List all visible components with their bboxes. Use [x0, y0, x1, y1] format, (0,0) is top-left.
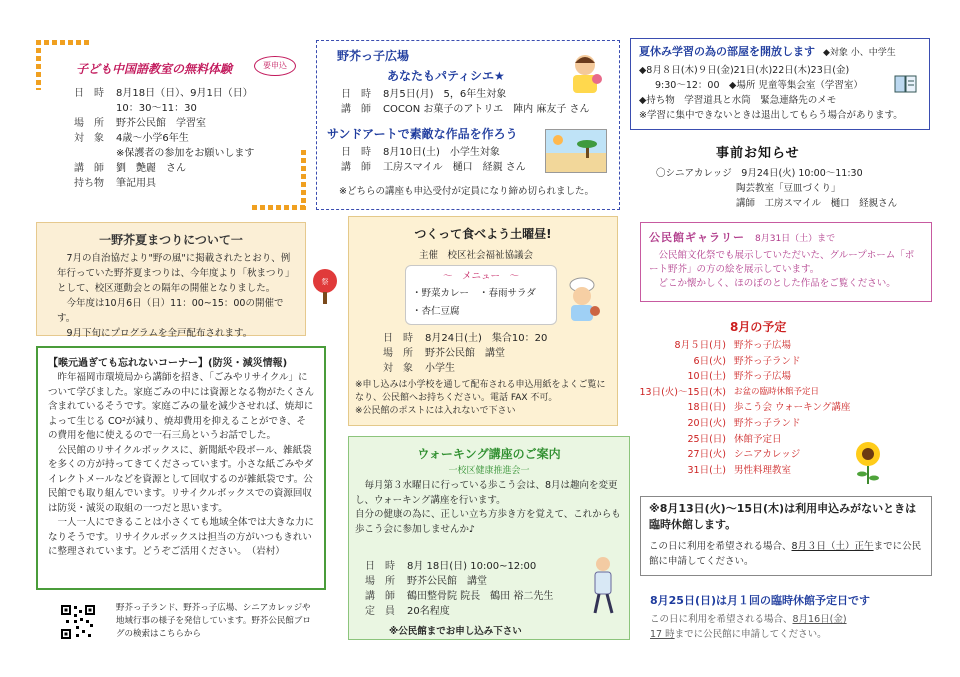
menu-box	[405, 265, 557, 325]
dotted-border	[36, 40, 90, 45]
festival-paragraph: 7月の自治協だより"野の風"に掲載されたとおり、例年行っていた野芥夏まつりは、今年度より「秋まつり」として、校区運動会との隔年の開催となりました。	[57, 253, 291, 294]
closure-notice-section	[640, 496, 932, 576]
menu-title: ～ メニュー ～	[442, 271, 519, 282]
walking-title: ウォーキング講座のご案内	[417, 447, 561, 461]
notice-line: 講師 工房スマイル 樋口 経親さん	[736, 198, 898, 209]
notice-line: 陶芸教室「豆皿づくり」	[736, 183, 841, 194]
festival-body	[57, 251, 293, 341]
schedule-item: 25日(日) 休館予定日	[687, 433, 782, 445]
detail-row: 10：30～11：30	[116, 103, 197, 114]
disaster-info-section	[36, 346, 326, 590]
disaster-title: 【喉元過ぎても忘れないコーナー】(防災・減災情報)	[48, 358, 288, 369]
closure-notice-body: この日に利用を希望される場合、8月３日（土）正午までに公民館に申請してください。	[649, 541, 922, 567]
chinese-class-title: 子ども中国語教室の無料体験	[76, 62, 233, 76]
walking-apply-note: ※公民館までお申し込み下さい	[389, 626, 522, 637]
closure-notice-title: ※8月13日(火)～15日(木)は利用申込みがないときは臨時休館します。	[649, 502, 917, 531]
svg-text:祭: 祭	[321, 278, 329, 286]
cooking-title: つくって食べよう土曜昼!	[414, 227, 552, 241]
kids-plaza-title: 野芥っ子広場	[337, 49, 410, 63]
blog-info: 野芥っ子ランド、野芥っ子広場、シニアカレッジや地域行事の様子を発信しています。野芥公民館ブログの検索はこちらから	[116, 603, 311, 639]
schedule-item: 18日(日) 歩こう会 ウォーキング講座	[687, 402, 851, 414]
book-icon	[893, 73, 919, 95]
menu-row	[412, 285, 556, 299]
detail-row: 日 時 8月18日（日）、9月1日（日）	[74, 88, 253, 99]
closure-25-title: 8月25日(日)は月１回の臨時休館予定日です	[650, 594, 871, 607]
detail-row: 講 師 工房スマイル 樋口 経親 さん	[341, 162, 526, 173]
qr-code-icon[interactable]	[60, 604, 96, 640]
walking-person-illustration	[585, 555, 621, 617]
cooking-host: 主催 校区社会福祉協議会	[419, 250, 534, 261]
detail-row: 講 師 COCON お菓子のアトリエ 陣内 麻友子 さん	[341, 104, 590, 115]
sandart-details	[341, 145, 541, 175]
schedule-item: 8月５日(月) 野芥っ子広場	[674, 340, 792, 351]
detail-row: 日 時 8月24日(土) 集合10：20	[383, 333, 548, 344]
walking-body	[355, 479, 623, 537]
menu-item: ・野菜カレー	[412, 288, 470, 299]
reservation-badge: 要申込	[254, 56, 296, 76]
uchiwa-fan-icon	[310, 268, 340, 304]
detail-row: 日 時 8月 18日(日) 10:00~12:00	[365, 561, 537, 572]
detail-row: 日 時 8月10日(土) 小学生対象	[341, 147, 500, 158]
gallery-body	[649, 249, 923, 291]
study-details	[639, 63, 921, 123]
study-target: ◆対象 小、中学生	[823, 48, 896, 58]
festival-section	[36, 222, 306, 339]
study-belongings: ◆持ち物 学習道具と水筒 緊急連絡先のメモ	[639, 95, 837, 106]
study-header	[639, 43, 921, 59]
dotted-border	[252, 205, 306, 210]
detail-row: 講 師 鶴田整骨院 院長 鶴田 裕二先生	[365, 591, 554, 602]
cooking-note: ※申し込みは小学校を通して配布される申込用紙をよくご覧になり、公民館へお持ちください。電話 FAX 不可。	[355, 380, 606, 403]
closure-25-deadline: 8月16日(金)	[792, 614, 847, 625]
advance-notice-details	[656, 166, 936, 211]
detail-row: 対 象 4歳～小学6年生	[74, 133, 189, 144]
gallery-paragraph: 公民館文化祭でも展示していただいた、グループホーム「ポート野芥」の方の絵を展示しています。	[649, 250, 915, 275]
detail-row: 持ち物 筆記用具	[74, 178, 156, 189]
schedule-title: 8月の予定	[730, 320, 787, 334]
festival-paragraph: 今年度は10月6日（日）11：00~15：00の開催です。	[57, 298, 284, 324]
schedule-item: 6日(火) 野芥っ子ランド	[693, 355, 801, 367]
study-room-title: 夏休み学習の為の部屋を開放します	[639, 45, 815, 58]
festival-paragraph: 9月下旬にプログラムを全戸配布されます。	[66, 328, 253, 339]
walking-details	[365, 559, 565, 619]
schedule-item: 10日(土) 野芥っ子広場	[687, 371, 792, 383]
detail-row: 場 所 野芥公民館 講堂	[365, 576, 487, 587]
schedule-item: 27日(火) シニアカレッジ	[687, 449, 801, 461]
kids-plaza-section	[316, 40, 620, 210]
study-dates: ◆8月８日(木)９日(金)21日(水)22日(木)23日(金)	[639, 65, 850, 76]
sandart-illustration	[545, 129, 607, 173]
detail-row: 日 時 8月5日(月) 5，6年生対象	[341, 89, 507, 100]
study-room-section	[630, 38, 930, 130]
chinese-class-section	[36, 40, 306, 210]
disaster-body	[48, 371, 314, 560]
gallery-section	[640, 222, 932, 302]
detail-row: 対 象 小学生	[383, 363, 455, 374]
detail-row: 場 所 野芥公民館 講堂	[383, 348, 505, 359]
patissier-details	[341, 87, 611, 117]
notice-line: 〇シニアカレッジ 9月24日(火) 10:00～11:30	[656, 168, 863, 179]
gallery-paragraph: どこか懐かしく、ほのぼのとした作品をご覧ください。	[658, 278, 896, 289]
disaster-paragraph: 昨年福岡市環境局から講師を招き、「ごみやリサイクル」について学びました。家庭ごみの中には資源となる物がたくさん含まれているそうです。家庭ごみの量を減少させれば、焼却によって生じる CO²が減り、焼却費用を抑えることができ、その費用を他に使えるので一石三鳥というお話でした。	[48, 372, 315, 441]
dotted-border	[36, 40, 41, 90]
closure-deadline: 8月３日（土）正午	[791, 541, 874, 552]
gallery-title: 公民館ギャラリー	[649, 231, 745, 244]
disaster-paragraph: 一人一人にできることは小さくても地域全体では大きな力になりそうです。リサイクルボックスは担当の方がいつもきれいに整理されています。どうぞご活用ください。 （岩村）	[48, 517, 315, 557]
detail-row: ※保護者の参加をお願いします	[116, 148, 255, 159]
detail-row: 定 員 20名程度	[365, 606, 450, 617]
sandart-title: サンドアートで素敵な作品を作ろう	[327, 127, 518, 141]
walking-organizer: 一校区健康推進会一	[448, 466, 530, 476]
menu-item: ・春雨サラダ	[479, 288, 536, 299]
walking-paragraph: 毎月第３水曜日に行っている歩こう会は、8月は趣向を変更し、ウォーキング講座を行います。	[355, 480, 618, 506]
walking-paragraph: 自分の健康の為に、正しい立ち方歩き方を覚えて、これからも歩こう会に参加しませんか♪	[355, 509, 621, 535]
detail-row: 場 所 野芥公民館 学習室	[74, 118, 206, 129]
cooking-note: ※公民館のポストには入れないで下さい	[355, 406, 516, 416]
disaster-paragraph: 公民館のリサイクルボックスに、新聞紙や段ボール、雑紙袋を多くの方が持ってきてくださっています。小さな紙ごみやダイレクトメールなどを資源として回収するのが雑紙袋です。公民館でも取り組んでいます。リサイクルボックスでの資源回収は防災・減災の取組の一つだと思います。	[48, 444, 314, 514]
gallery-until: 8月31日（土）まで	[755, 234, 836, 244]
closure-25-body: この日に利用を希望される場合、8月16日(金) 17 時までに公民館に申請してください。	[650, 614, 847, 640]
schedule-item: 20日(火) 野芥っ子ランド	[687, 417, 801, 429]
advance-notice-title: 事前お知らせ	[716, 146, 800, 161]
chef-illustration	[561, 277, 603, 323]
patissier-title: あなたもパティシエ★	[387, 69, 505, 83]
festival-title: 一野芥夏まつりについて一	[99, 233, 243, 247]
cooking-details	[383, 331, 603, 376]
menu-item: ・杏仁豆腐	[412, 306, 460, 317]
study-note: ※学習に集中できないときは退出してもらう場合があります。	[639, 110, 903, 121]
schedule-item: 13日(火)～15日(木) お盆の臨時休館予定日	[639, 386, 820, 398]
study-time-place: 9:30～12：00 ◆場所 児童等集会室（学習室）	[655, 80, 863, 91]
gallery-header	[649, 229, 923, 245]
sunflower-icon	[850, 440, 886, 484]
detail-row: 講 師 劉 艶麗 さん	[74, 163, 186, 174]
cooking-section	[348, 216, 618, 426]
schedule-item: 31日(土) 男性料理教室	[687, 464, 792, 476]
kids-closed-note: ※どちらの講座も申込受付が定員になり締め切られました。	[339, 186, 594, 197]
cooking-notes	[355, 379, 613, 418]
walking-section	[348, 436, 630, 640]
chinese-class-details	[74, 86, 302, 191]
